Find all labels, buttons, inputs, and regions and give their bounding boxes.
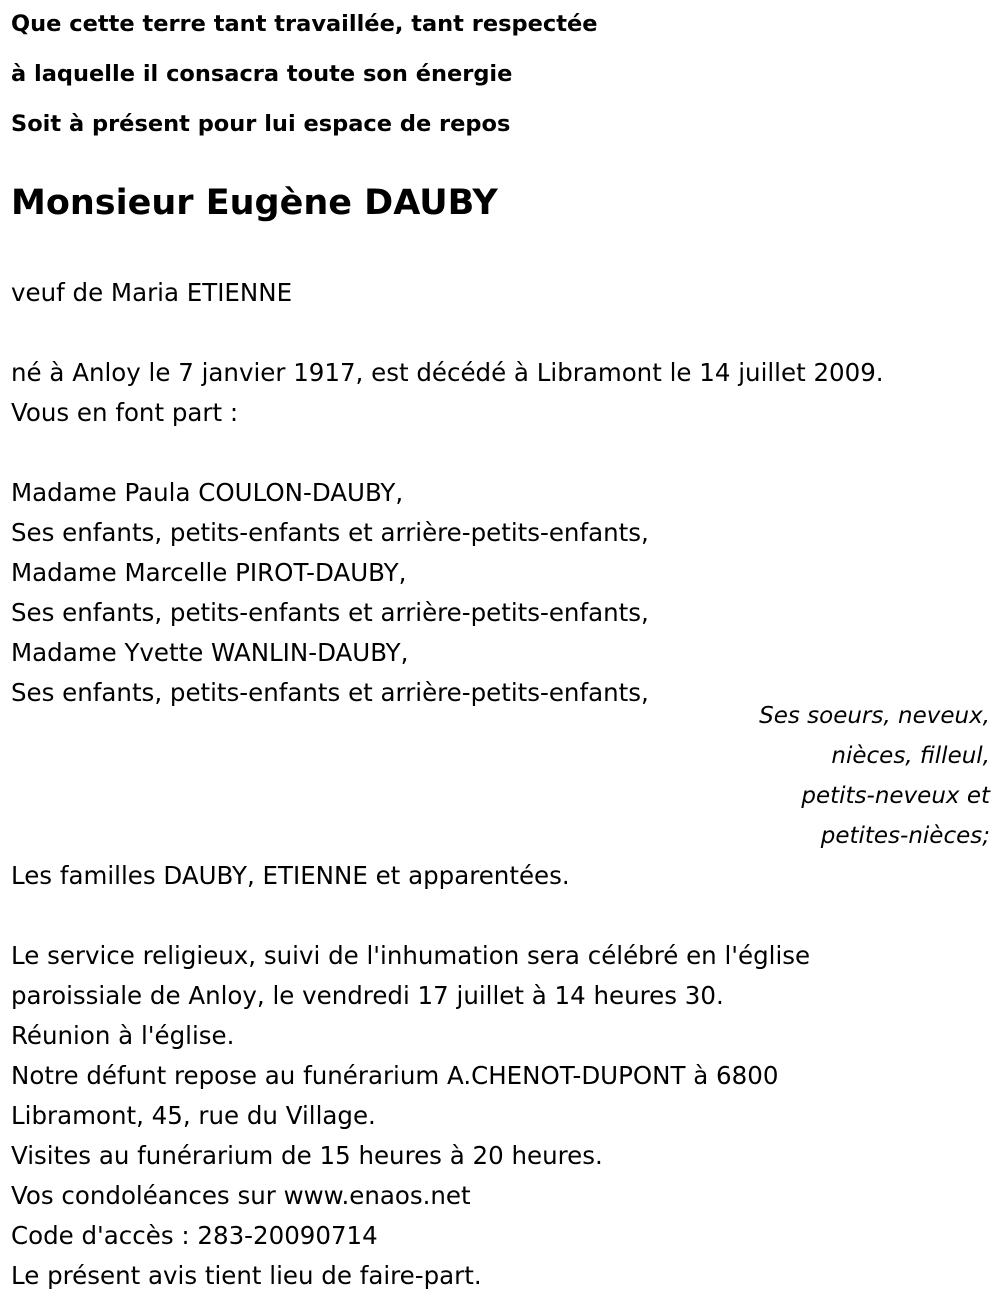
service-line: Le service religieux, suivi de l'inhumation sera célébré en l'église [11, 941, 811, 970]
widower-of: veuf de Maria ETIENNE [11, 278, 293, 307]
announcement-line: Vous en font part : [11, 398, 239, 427]
service-line: Visites au funérarium de 15 heures à 20 heures. [11, 1141, 603, 1170]
family-line: Ses enfants, petits-enfants et arrière-petits-enfants, [11, 598, 649, 627]
verse-line-3: Soit à présent pour lui espace de repos [11, 111, 511, 137]
side-note-line: Ses soeurs, neveux, [759, 703, 990, 729]
verse-line-2: à laquelle il consacra toute son énergie [11, 61, 513, 87]
verse-line-1: Que cette terre tant travaillée, tant respectée [11, 11, 598, 37]
birth-death-line: né à Anloy le 7 janvier 1917, est décédé à Libramont le 14 juillet 2009. [11, 358, 884, 387]
service-line: Le présent avis tient lieu de faire-part. [11, 1261, 482, 1290]
service-line: Code d'accès : 283-20090714 [11, 1221, 378, 1250]
service-line: Libramont, 45, rue du Village. [11, 1101, 376, 1130]
deceased-name: Monsieur Eugène DAUBY [11, 183, 498, 223]
family-line: Madame Paula COULON-DAUBY, [11, 478, 404, 507]
family-line: Madame Yvette WANLIN-DAUBY, [11, 638, 409, 667]
service-line: Notre défunt repose au funérarium A.CHENOT-DUPONT à 6800 [11, 1061, 779, 1090]
side-note-line: nièces, filleul, [831, 743, 990, 769]
service-line: Vos condoléances sur www.enaos.net [11, 1181, 471, 1210]
service-line: Réunion à l'église. [11, 1021, 235, 1050]
side-note-line: petits-neveux et [801, 783, 990, 809]
family-line: Ses enfants, petits-enfants et arrière-petits-enfants, [11, 678, 649, 707]
families-line: Les familles DAUBY, ETIENNE et apparentées. [11, 861, 570, 890]
family-line: Ses enfants, petits-enfants et arrière-petits-enfants, [11, 518, 649, 547]
side-note-line: petites-nièces; [820, 823, 990, 849]
family-line: Madame Marcelle PIROT-DAUBY, [11, 558, 407, 587]
service-line: paroissiale de Anloy, le vendredi 17 juillet à 14 heures 30. [11, 981, 724, 1010]
